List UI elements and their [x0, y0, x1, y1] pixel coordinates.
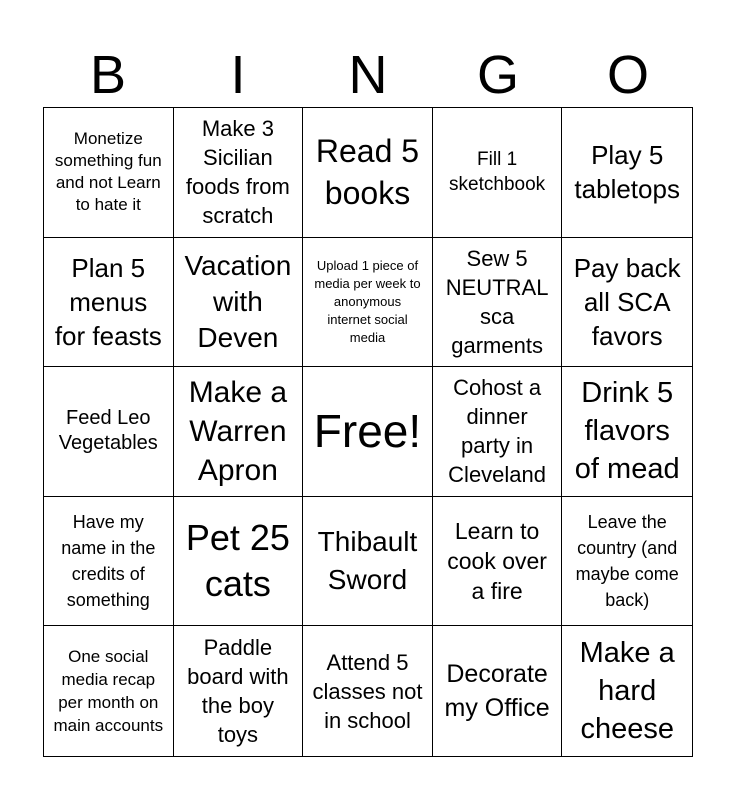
bingo-cell[interactable]: Make a hard cheese	[579, 637, 675, 746]
bingo-cell[interactable]: Decorate my Office	[433, 626, 563, 756]
bingo-cell[interactable]: Cohost a dinner party in Cleveland	[433, 367, 563, 497]
bingo-cell[interactable]: Make a Warren Apron	[174, 367, 304, 497]
bingo-cell[interactable]: Sew 5 NEUTRAL sca garments	[433, 238, 563, 368]
header-letter-o: O	[606, 45, 649, 105]
bingo-cell[interactable]: Attend 5 classes not in school	[303, 626, 433, 756]
bingo-cell[interactable]: Vacation with Deven	[174, 238, 304, 368]
header-letter-n: N	[348, 45, 388, 105]
bingo-cell-free[interactable]: Free!	[303, 367, 433, 497]
header-letter-b: B	[89, 45, 127, 105]
bingo-grid	[43, 107, 693, 757]
bingo-cell[interactable]: Paddle board with the boy toys	[174, 626, 304, 756]
bingo-cell[interactable]: Thibault Sword	[303, 497, 433, 627]
header-letter-i: I	[230, 45, 246, 105]
bingo-cell[interactable]: Play 5 tabletops	[562, 108, 692, 238]
bingo-cell[interactable]: Read 5 books	[303, 108, 433, 238]
bingo-cell[interactable]: Have my name in the credits of something	[44, 497, 174, 627]
bingo-cell[interactable]: Feed Leo Vegetables	[44, 367, 174, 497]
bingo-cell[interactable]: Leave the country (and maybe come back)	[562, 497, 692, 627]
bingo-cell[interactable]: Make 3 Sicilian foods from scratch	[174, 108, 304, 238]
bingo-cell[interactable]: Fill 1 sketchbook	[433, 108, 563, 238]
bingo-cell[interactable]: Drink 5 flavors of mead	[562, 367, 692, 497]
bingo-header	[43, 42, 693, 108]
bingo-cell[interactable]: Pet 25 cats	[174, 497, 304, 627]
bingo-cell[interactable]: Upload 1 piece of media per week to anonymous internet social media	[303, 238, 433, 368]
bingo-cell[interactable]: Plan 5 menus for feasts	[44, 238, 174, 368]
bingo-cell[interactable]: One social media recap per month on main accounts	[44, 626, 174, 756]
bingo-cell[interactable]: Monetize something fun and not Learn to hate it	[44, 108, 174, 238]
bingo-cell[interactable]: Pay back all SCA favors	[562, 238, 692, 368]
header-letter-g: G	[476, 45, 519, 105]
bingo-cell[interactable]: Learn to cook over a fire	[433, 497, 563, 627]
